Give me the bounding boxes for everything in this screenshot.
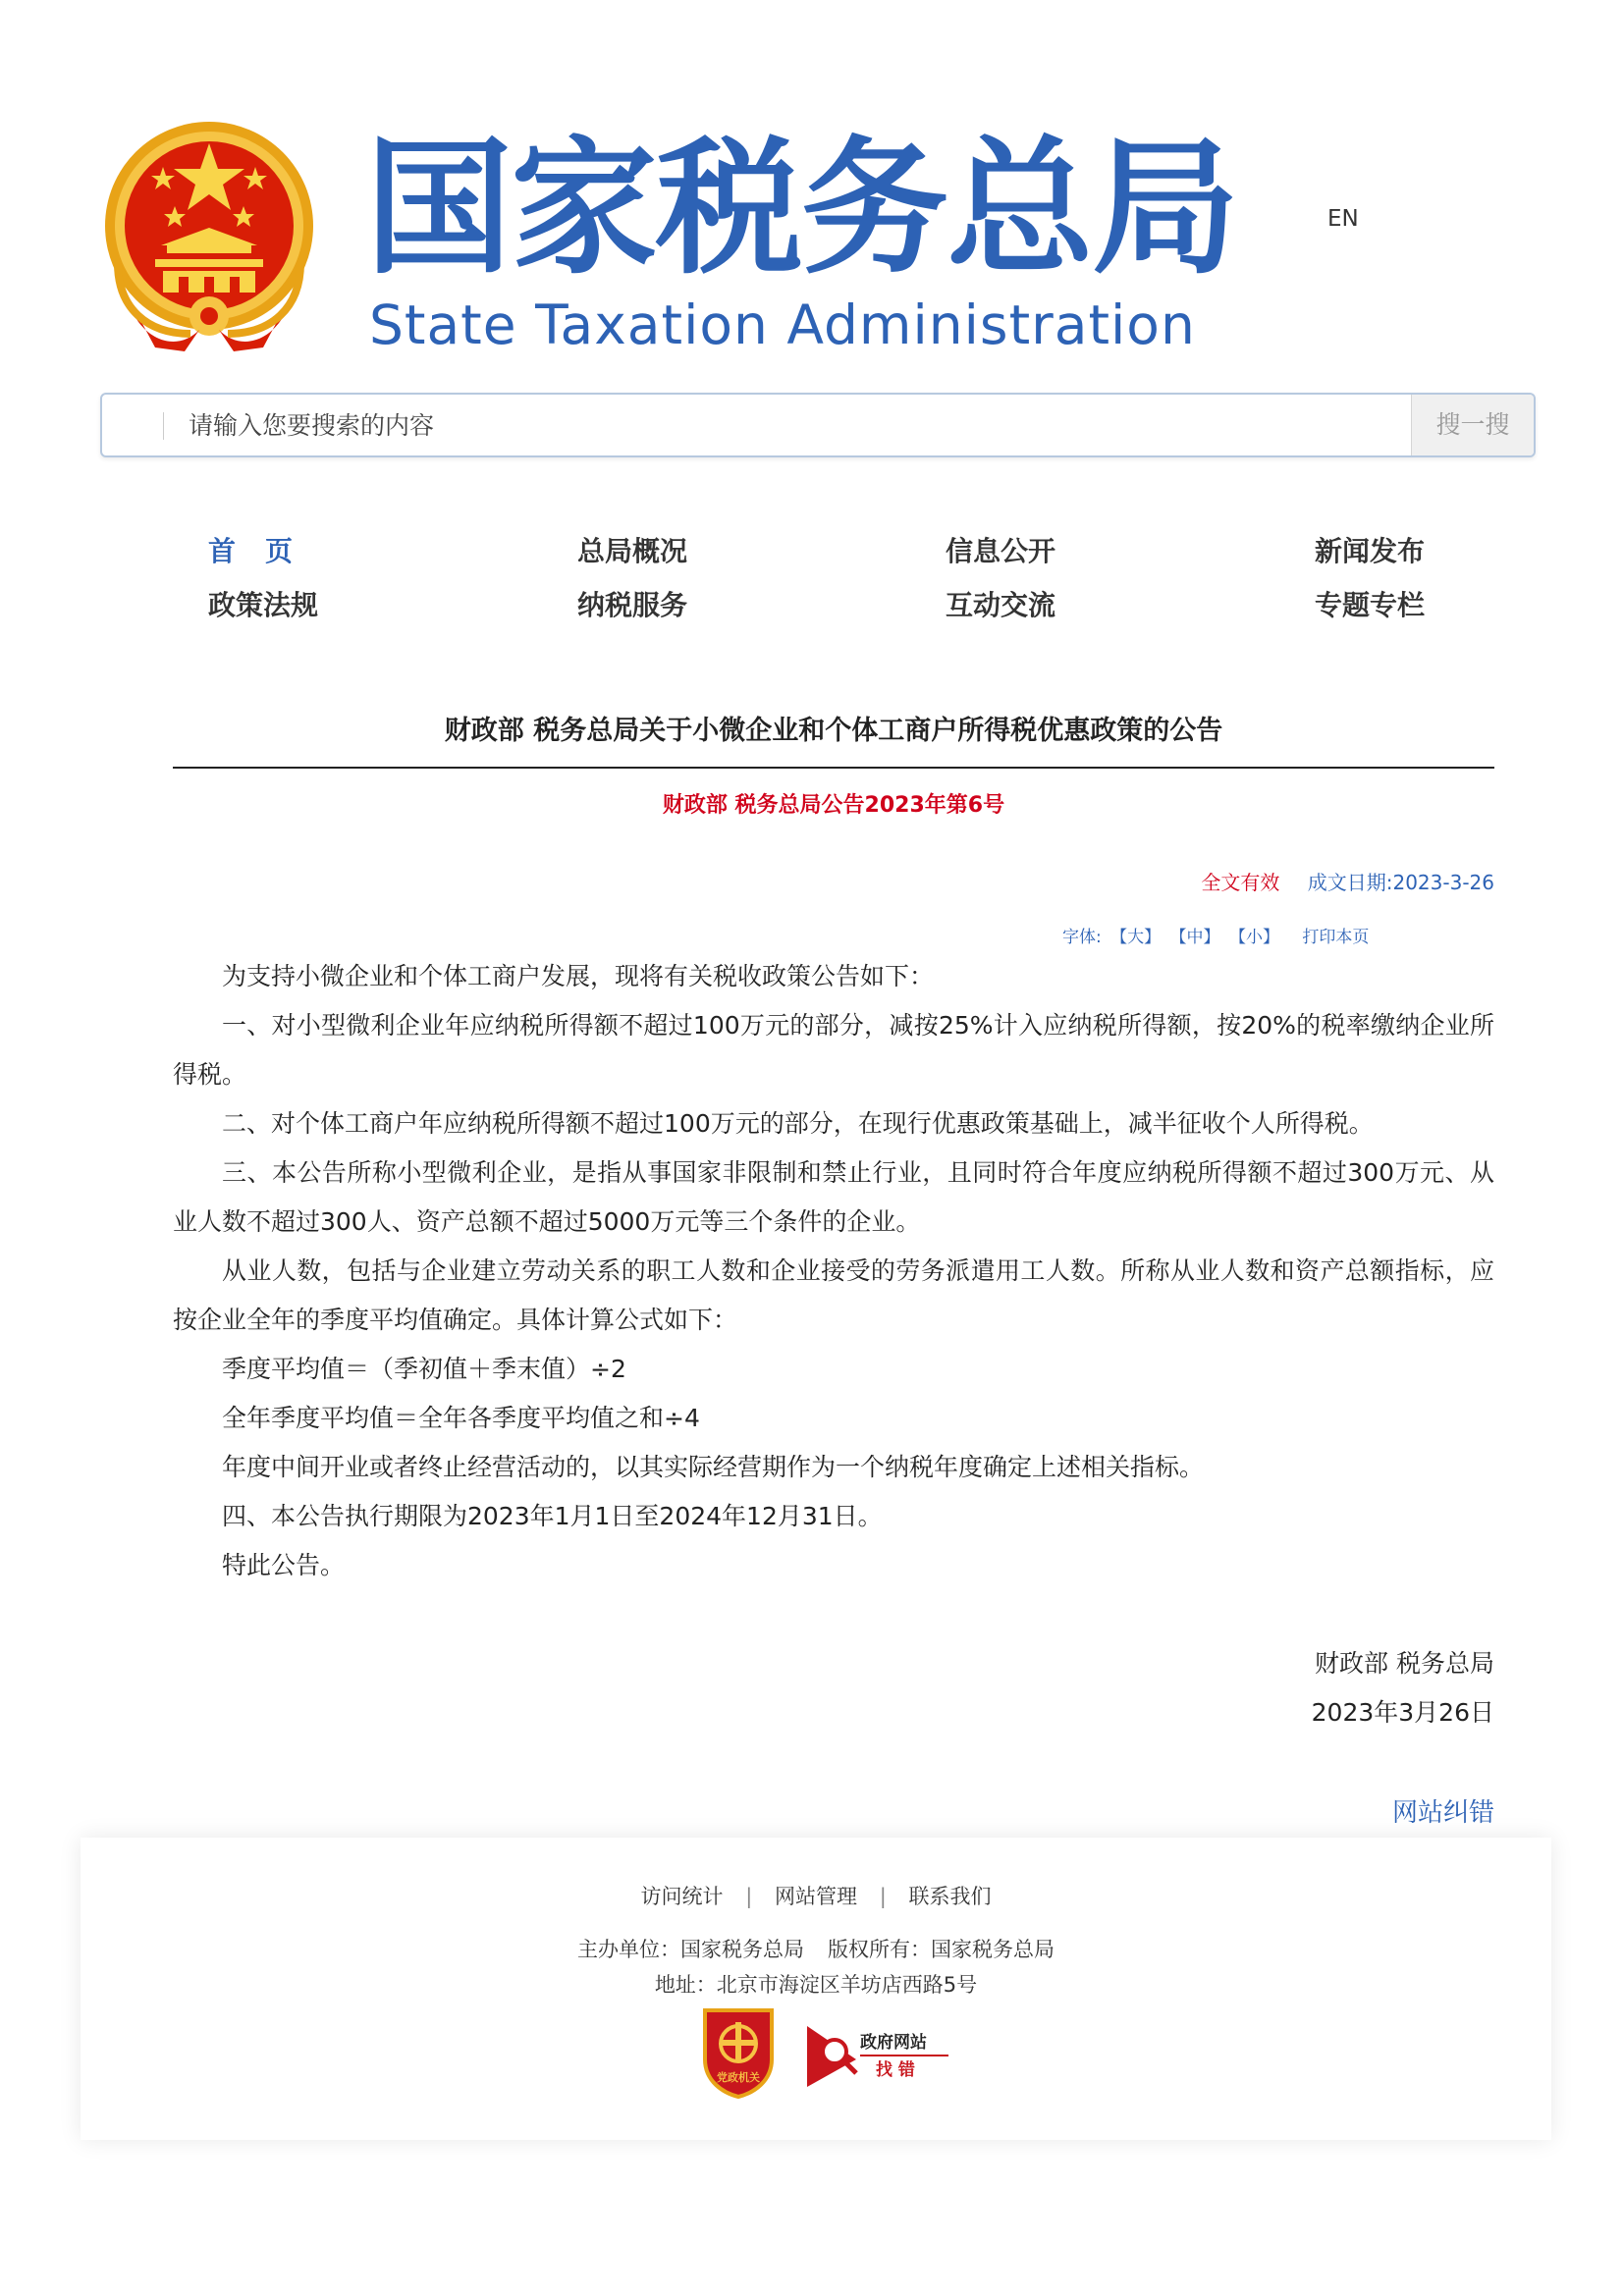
article-title: 财政部 税务总局关于小微企业和个体工商户所得税优惠政策的公告: [444, 716, 1223, 746]
validity-status: 全文有效: [1201, 871, 1280, 894]
signature-date: 2023年3月26日: [1311, 1698, 1494, 1727]
footer-info: [81, 1932, 1551, 2002]
footer-link-statistics[interactable]: 访问统计: [640, 1885, 724, 1908]
signature-block: [1312, 1639, 1494, 1737]
body-paragraph: 一、对小型微利企业年应纳税所得额不超过100万元的部分，减按25%计入应纳税所得额，按20%的税率缴纳企业所得税。: [173, 1011, 1494, 1089]
body-paragraph: 从业人数，包括与企业建立劳动关系的职工人数和企业接受的劳务派遣用工人数。所称从业人数和资产总额指标，应按企业全年的季度平均值确定。具体计算公式如下：: [173, 1256, 1494, 1334]
footer-links: [81, 1881, 1551, 1910]
search-divider: [163, 412, 164, 440]
search-button[interactable]: 搜一搜: [1411, 395, 1534, 455]
font-small-button[interactable]: 【小】: [1228, 928, 1279, 947]
nav-item-news[interactable]: 新闻发布: [1315, 535, 1426, 567]
font-size-label: 字体:: [1062, 928, 1102, 947]
footer: [81, 1838, 1551, 2140]
site-error-report-link[interactable]: 网站纠错: [1391, 1798, 1494, 1828]
print-page-button[interactable]: 打印本页: [1302, 928, 1370, 947]
body-paragraph: 特此公告。: [222, 1551, 346, 1579]
formula-paragraph: 季度平均值＝（季初值＋季末值）÷2: [222, 1355, 626, 1383]
svg-text:党政机关: 党政机关: [717, 2071, 760, 2084]
national-emblem-icon: [96, 116, 322, 357]
svg-text:政府网站: 政府网站: [860, 2033, 927, 2053]
footer-link-site-admin[interactable]: 网站管理: [775, 1885, 857, 1908]
nav-item-overview[interactable]: 总局概况: [577, 535, 688, 567]
body-paragraph: 为支持小微企业和个体工商户发展，现将有关税收政策公告如下：: [222, 962, 935, 990]
nav-item-policy[interactable]: 政策法规: [208, 589, 319, 621]
nav-item-tax-service[interactable]: 纳税服务: [577, 589, 688, 621]
issue-date: 成文日期:2023-3-26: [1307, 871, 1494, 894]
nav-item-info-disclosure[interactable]: 信息公开: [946, 535, 1056, 567]
body-paragraph: 二、对个体工商户年应纳税所得额不超过100万元的部分，在现行优惠政策基础上，减半征收个人所得税。: [222, 1109, 1374, 1138]
footer-separator: |: [879, 1885, 887, 1908]
article-body: [173, 952, 1494, 1590]
search-bar: [100, 393, 1536, 457]
body-paragraph: 三、本公告所称小型微利企业，是指从事国家非限制和禁止行业，且同时符合年度应纳税所得额不超过300万元、从业人数不超过300人、资产总额不超过5000万元等三个条件的企业。: [173, 1158, 1494, 1236]
search-input[interactable]: [187, 402, 1496, 448]
title-divider: [173, 767, 1494, 769]
main-nav: [0, 530, 1623, 638]
gov-website-error-icon[interactable]: [805, 2024, 952, 2089]
nav-item-interaction[interactable]: 互动交流: [946, 589, 1056, 621]
party-government-badge-icon[interactable]: [699, 2004, 778, 2099]
nav-item-home[interactable]: 首页: [208, 535, 323, 567]
english-language-link[interactable]: EN: [1327, 206, 1359, 232]
font-size-tools: [1062, 923, 1373, 947]
footer-separator: |: [745, 1885, 753, 1908]
font-large-button[interactable]: 【大】: [1110, 928, 1162, 947]
address-text: 地址：北京市海淀区羊坊店西路5号: [654, 1973, 978, 1997]
nav-item-topics[interactable]: 专题专栏: [1315, 589, 1426, 621]
formula-paragraph: 全年季度平均值＝全年各季度平均值之和÷4: [222, 1404, 700, 1432]
body-paragraph: 四、本公告执行期限为2023年1月1日至2024年12月31日。: [222, 1502, 883, 1530]
footer-link-contact[interactable]: 联系我们: [908, 1885, 992, 1908]
site-title: 国家税务总局: [365, 122, 1238, 294]
font-medium-button[interactable]: 【中】: [1169, 928, 1220, 947]
copyright-text: 版权所有：国家税务总局: [828, 1938, 1055, 1961]
sponsor-text: 主办单位：国家税务总局: [577, 1938, 804, 1961]
document-number: 财政部 税务总局公告2023年第6号: [662, 793, 1005, 818]
body-paragraph: 年度中间开业或者终止经营活动的，以其实际经营期作为一个纳税年度确定上述相关指标。: [222, 1453, 1205, 1481]
article-meta: [1201, 867, 1494, 895]
svg-text:找 错: 找 错: [876, 2060, 915, 2080]
site-subtitle: State Taxation Administration: [369, 294, 1196, 356]
signer: 财政部 税务总局: [1315, 1649, 1494, 1678]
